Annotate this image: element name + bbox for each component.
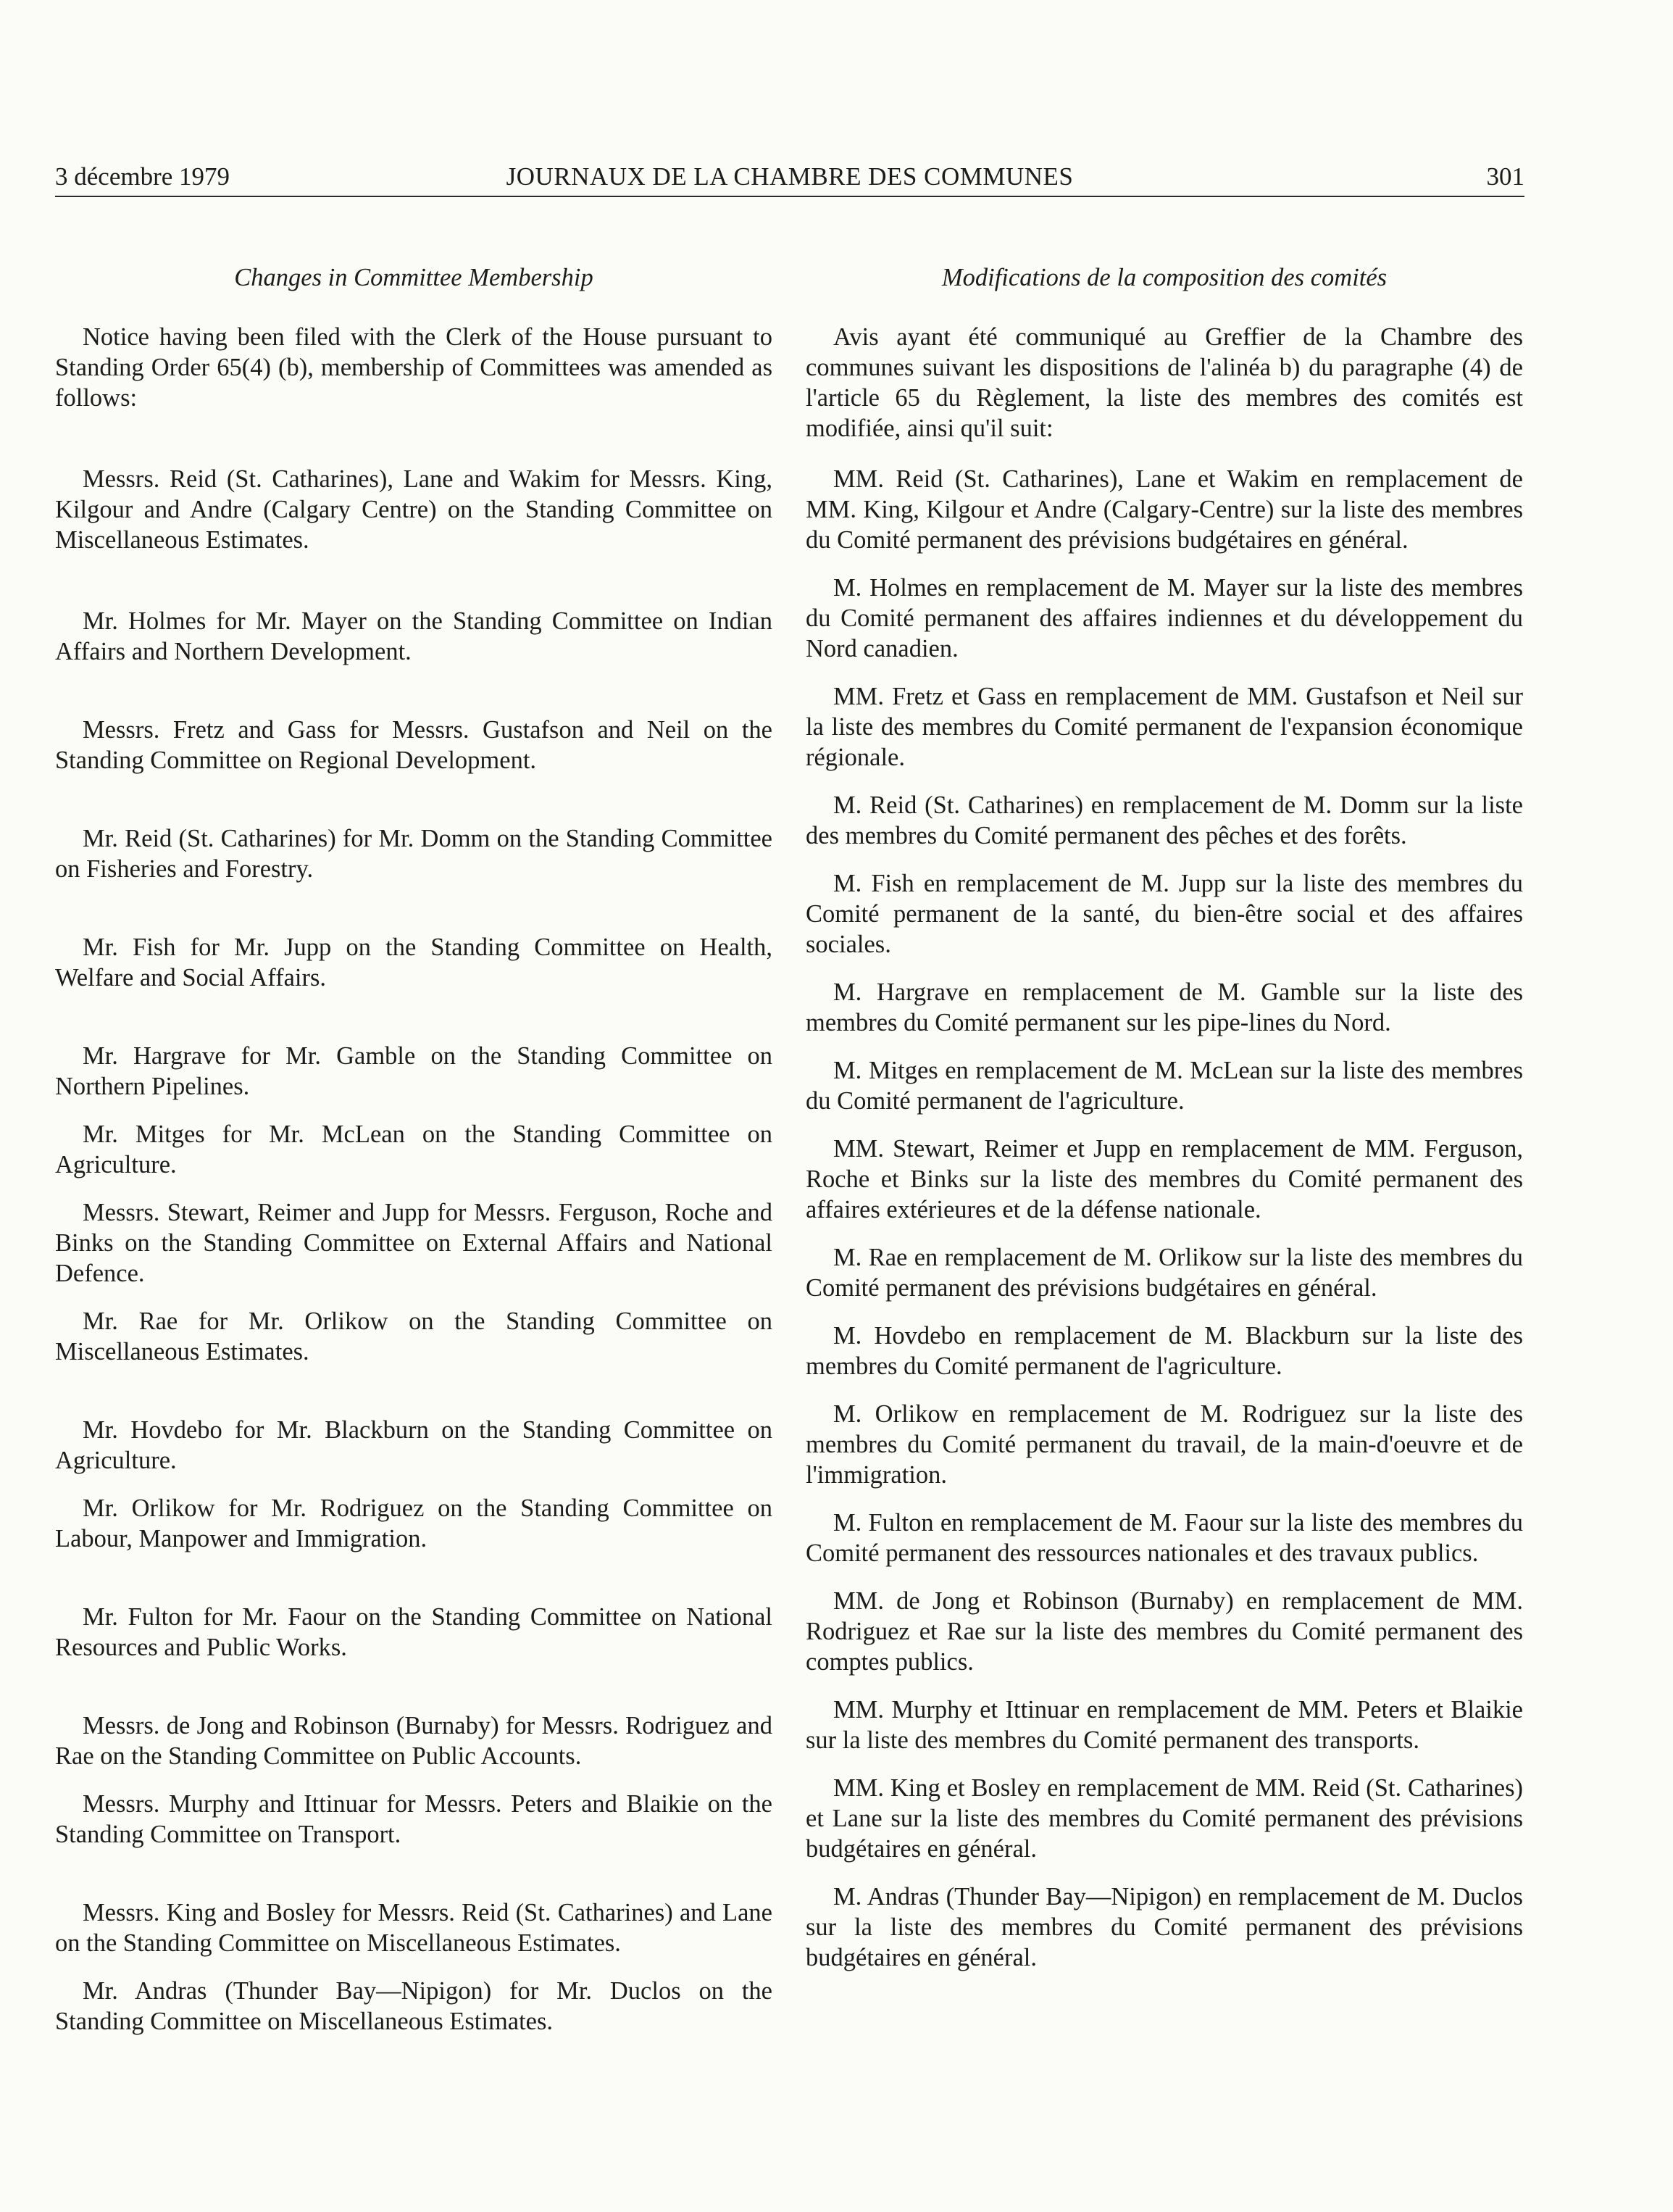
english-paragraph: Mr. Andras (Thunder Bay—Nipigon) for Mr. Duclos on the Standing Committee on Miscellaneous Estimates. (55, 1977, 772, 2035)
english-paragraph: Messrs. Reid (St. Catharines), Lane and Wakim for Messrs. King, Kilgour and Andre (Calgary Centre) on the Standing Committee on Miscellaneous Estimates. (55, 465, 772, 554)
french-heading: Modifications de la composition des comités (941, 264, 1388, 291)
english-paragraph-notice: Notice having been filed with the Clerk of the House pursuant to Standing Order 65(4) (b), membership of Committees was amended as follows: (55, 323, 772, 412)
english-paragraph: Messrs. Murphy and Ittinuar for Messrs. Peters and Blaikie on the Standing Committee on Transport. (55, 1790, 772, 1848)
french-paragraph: MM. Stewart, Reimer et Jupp en remplacement de MM. Ferguson, Roche et Binks sur la liste des membres du Comité permanent des affaires extérieures et de la défense nationale. (806, 1135, 1523, 1223)
french-paragraph: MM. Reid (St. Catharines), Lane et Wakim en remplacement de MM. King, Kilgour et Andre (Calgary-Centre) sur la liste des membres du Comité permanent des prévisions budgétaires en général. (806, 465, 1523, 554)
english-column (55, 262, 772, 2037)
french-paragraph: MM. Murphy et Ittinuar en remplacement de MM. Peters et Blaikie sur la liste des membres du Comité permanent des transports. (806, 1696, 1523, 1754)
english-paragraph: Mr. Rae for Mr. Orlikow on the Standing Committee on Miscellaneous Estimates. (55, 1307, 772, 1365)
french-paragraph: M. Rae en remplacement de M. Orlikow sur la liste des membres du Comité permanent des prévisions budgétaires en général. (806, 1244, 1523, 1302)
english-paragraph: Mr. Orlikow for Mr. Rodriguez on the Standing Committee on Labour, Manpower and Immigration. (55, 1494, 772, 1552)
french-paragraph: M. Fulton en remplacement de M. Faour sur la liste des membres du Comité permanent des ressources nationales et des travaux publics. (806, 1509, 1523, 1567)
english-paragraph: Mr. Hovdebo for Mr. Blackburn on the Standing Committee on Agriculture. (55, 1416, 772, 1474)
french-paragraph: M. Reid (St. Catharines) en remplacement de M. Domm sur la liste des membres du Comité permanent des pêches et des forêts. (806, 791, 1523, 849)
french-paragraph-notice: Avis ayant été communiqué au Greffier de la Chambre des communes suivant les dispositions de l'alinéa b) du paragraphe (4) de l'article 65 du Règlement, la liste des membres des comités est modifiée, ainsi qu'il suit: (806, 323, 1523, 442)
english-paragraph: Mr. Holmes for Mr. Mayer on the Standing Committee on Indian Affairs and Northern Development. (55, 607, 772, 665)
english-paragraph: Mr. Reid (St. Catharines) for Mr. Domm on the Standing Committee on Fisheries and Forestry. (55, 825, 772, 883)
english-paragraph: Messrs. Stewart, Reimer and Jupp for Messrs. Ferguson, Roche and Binks on the Standing Committee on External Affairs and National Defence. (55, 1199, 772, 1287)
french-paragraph: M. Mitges en remplacement de M. McLean sur la liste des membres du Comité permanent de l'agriculture. (806, 1057, 1523, 1115)
french-paragraph: M. Holmes en remplacement de M. Mayer sur la liste des membres du Comité permanent des affaires indiennes et du développement du Nord canadien. (806, 574, 1523, 662)
header-rule (55, 196, 1524, 197)
french-paragraph: M. Andras (Thunder Bay—Nipigon) en remplacement de M. Duclos sur la liste des membres du Comité permanent des prévisions budgétaires en général. (806, 1883, 1523, 1971)
english-heading: Changes in Committee Membership (234, 264, 593, 291)
french-paragraph: MM. Fretz et Gass en remplacement de MM. Gustafson et Neil sur la liste des membres du Comité permanent de l'expansion économique régionale. (806, 683, 1523, 771)
english-paragraph: Messrs. King and Bosley for Messrs. Reid (St. Catharines) and Lane on the Standing Committee on Miscellaneous Estimates. (55, 1899, 772, 1957)
english-paragraph: Mr. Mitges for Mr. McLean on the Standing Committee on Agriculture. (55, 1120, 772, 1178)
journal-title: JOURNAUX DE LA CHAMBRE DES COMMUNES (506, 162, 1074, 191)
header-date: 3 décembre 1979 (55, 162, 230, 191)
english-paragraph: Messrs. de Jong and Robinson (Burnaby) for Messrs. Rodriguez and Rae on the Standing Committee on Public Accounts. (55, 1712, 772, 1770)
french-paragraph: MM. King et Bosley en remplacement de MM. Reid (St. Catharines) et Lane sur la liste des membres du Comité permanent des prévisions budgétaires en général. (806, 1774, 1523, 1863)
english-paragraph: Messrs. Fretz and Gass for Messrs. Gustafson and Neil on the Standing Committee on Regional Development. (55, 716, 772, 774)
french-paragraph: M. Orlikow en remplacement de M. Rodriguez sur la liste des membres du Comité permanent du travail, de la main-d'oeuvre et de l'immigration. (806, 1400, 1523, 1489)
page-header (55, 158, 1524, 196)
english-paragraph: Mr. Fulton for Mr. Faour on the Standing Committee on National Resources and Public Works. (55, 1603, 772, 1661)
french-paragraph: MM. de Jong et Robinson (Burnaby) en remplacement de MM. Rodriguez et Rae sur la liste des membres du Comité permanent des comptes publics. (806, 1587, 1523, 1676)
english-paragraph: Mr. Hargrave for Mr. Gamble on the Standing Committee on Northern Pipelines. (55, 1042, 772, 1100)
french-paragraph: M. Hargrave en remplacement de M. Gamble sur la liste des membres du Comité permanent sur les pipe-lines du Nord. (806, 978, 1523, 1036)
french-paragraph: M. Hovdebo en remplacement de M. Blackburn sur la liste des membres du Comité permanent de l'agriculture. (806, 1322, 1523, 1380)
english-paragraph: Mr. Fish for Mr. Jupp on the Standing Committee on Health, Welfare and Social Affairs. (55, 934, 772, 991)
french-paragraph: M. Fish en remplacement de M. Jupp sur la liste des membres du Comité permanent de la santé, du bien-être social et des affaires sociales. (806, 870, 1523, 958)
page-number: 301 (1486, 162, 1524, 191)
french-column (806, 262, 1523, 1973)
